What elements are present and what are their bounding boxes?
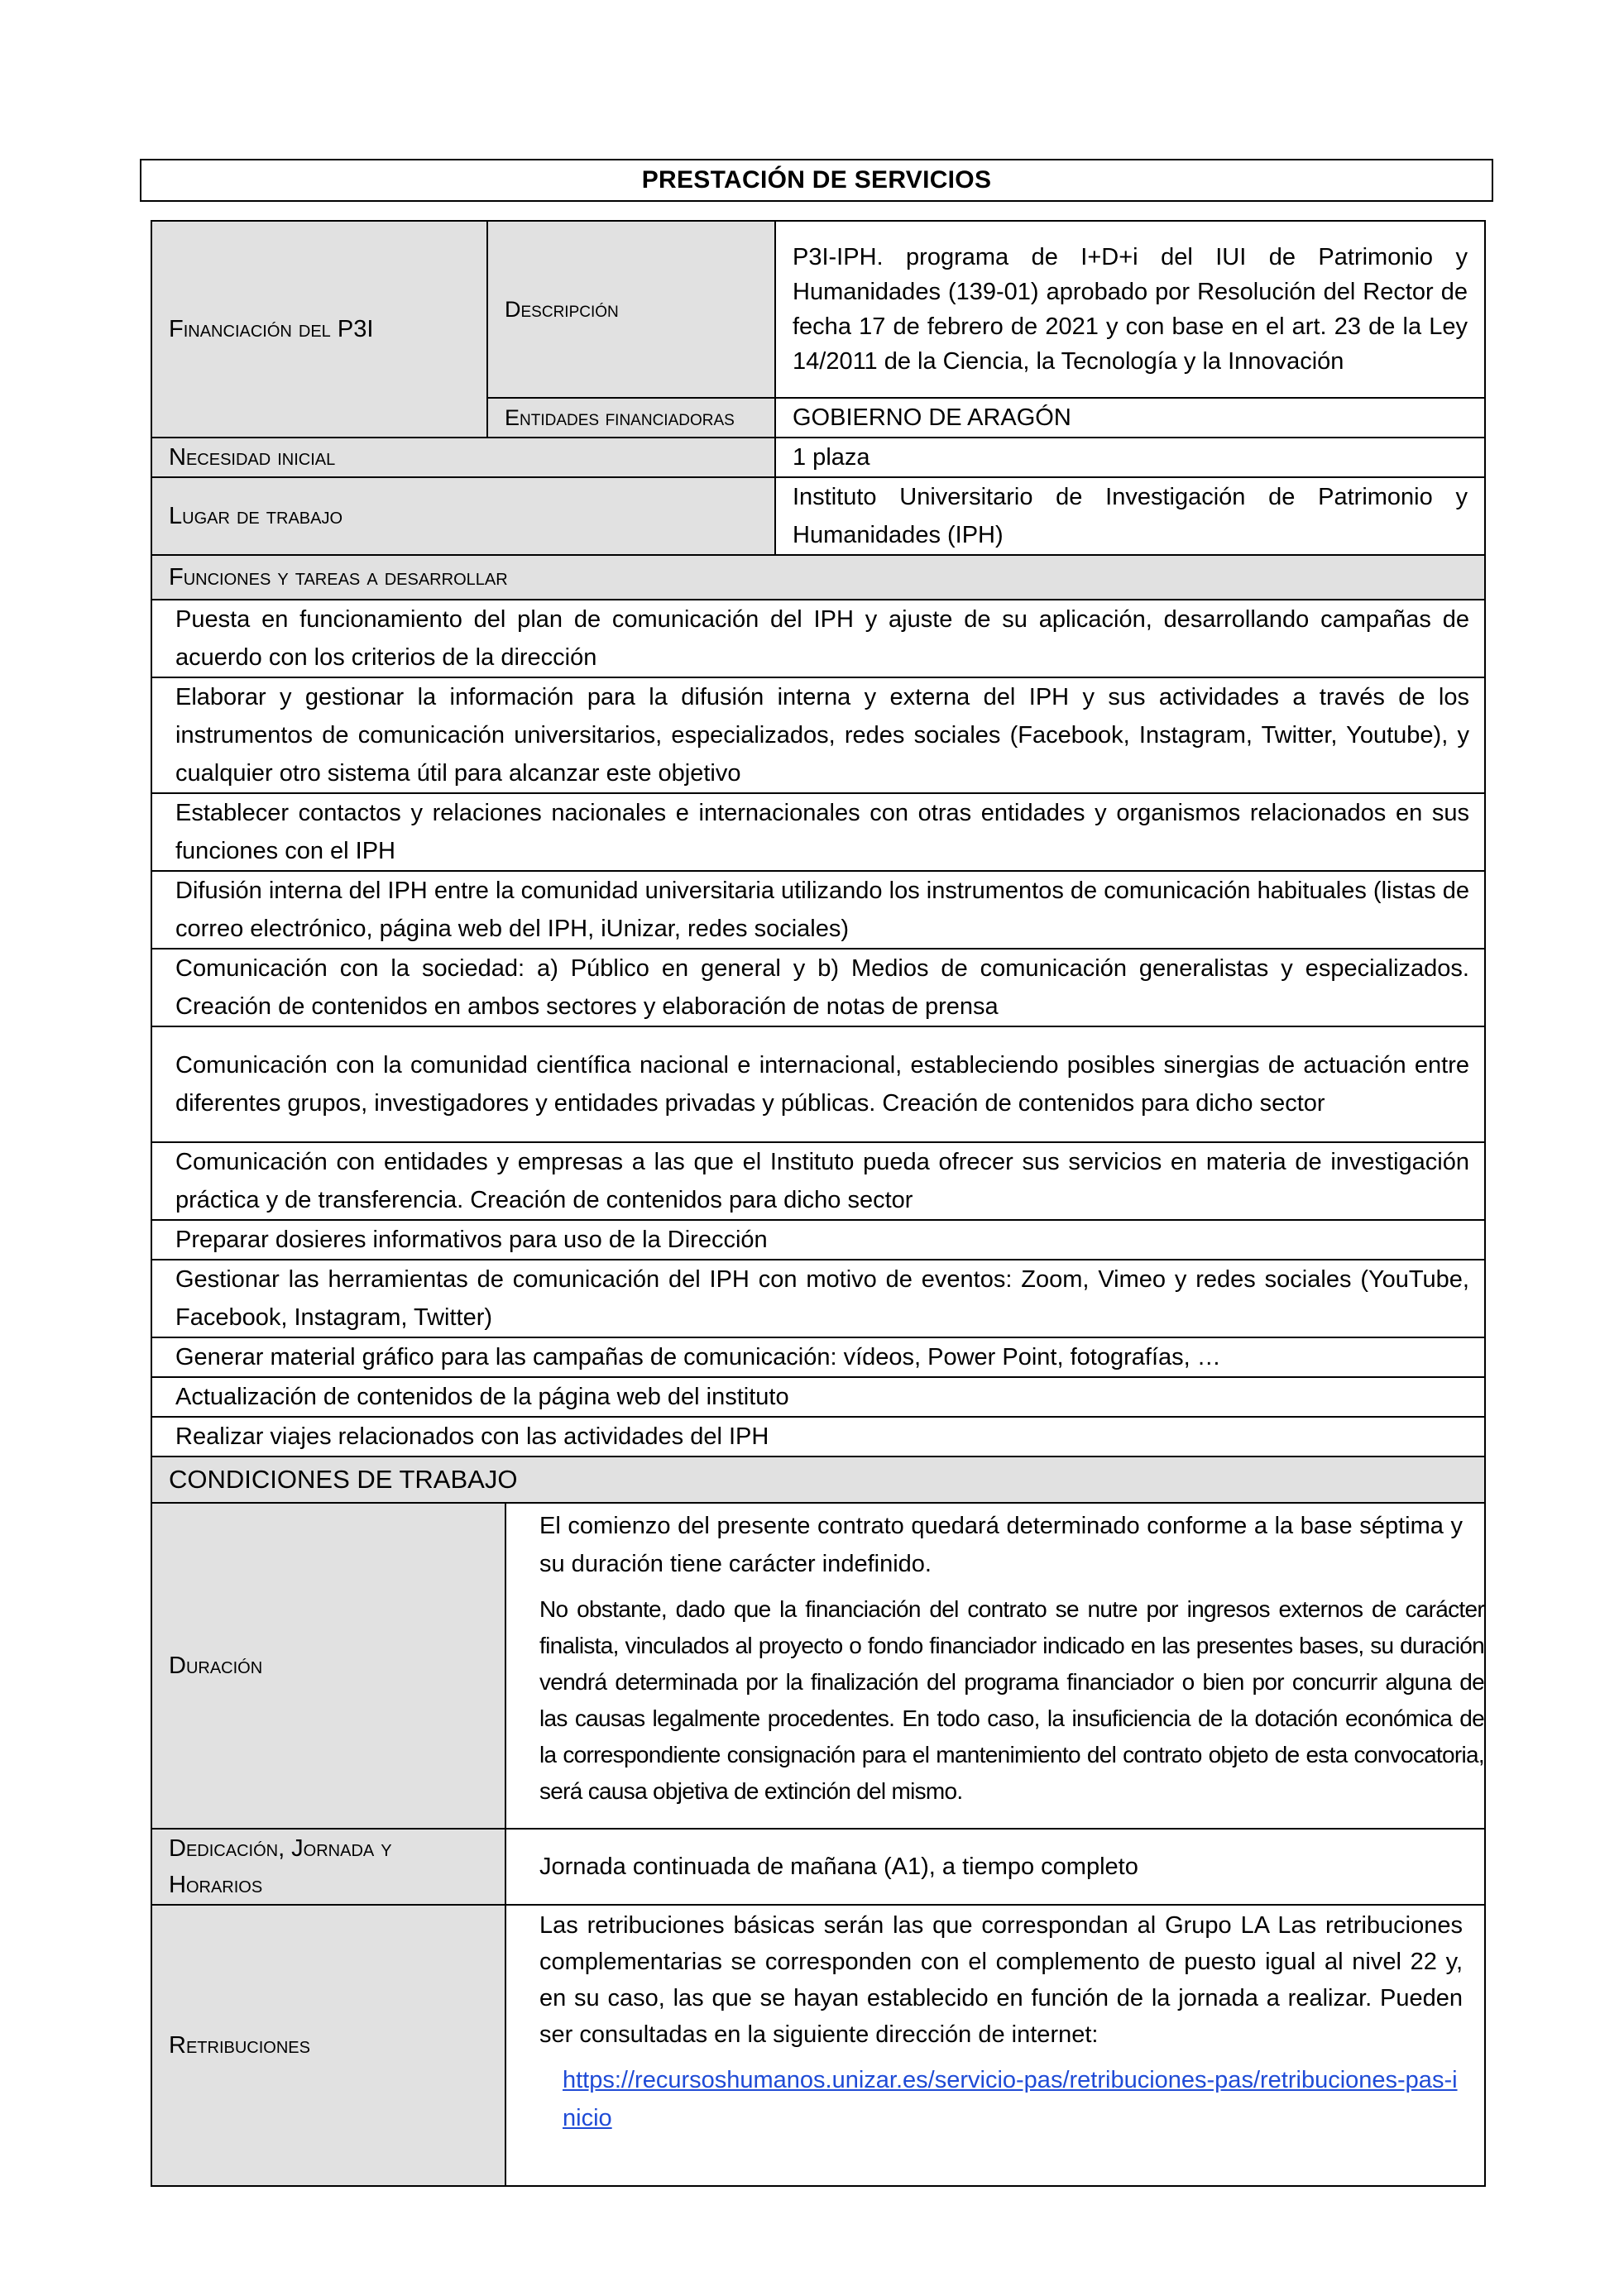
dedicacion-label: Dedicación, Jornada y Horarios xyxy=(151,1829,505,1905)
document-title: PRESTACIÓN DE SERVICIOS xyxy=(140,159,1493,202)
funciones-header-row xyxy=(151,555,1485,600)
funcion-item: Difusión interna del IPH entre la comunidad universitaria utilizando los instrumentos de comunicación habituales (listas de correo electrónico, página web del IPH, iUnizar, redes sociales) xyxy=(151,871,1485,949)
funcion-row xyxy=(151,1026,1485,1142)
duracion-paragraph-1: El comienzo del presente contrato quedará determinado conforme a la base séptima y su duración tiene carácter indefinido. xyxy=(539,1513,1463,1577)
funcion-row xyxy=(151,1142,1485,1220)
retribuciones-cell xyxy=(505,1905,1485,2186)
funciones-label: Funciones y tareas a desarrollar xyxy=(151,555,1485,600)
services-table xyxy=(151,220,1486,2187)
funcion-item: Comunicación con la comunidad científica nacional e internacional, estableciendo posibles sinergias de actuación entre diferentes grupos, investigadores y entidades privadas y públicas. Creación de contenidos para dicho sector xyxy=(151,1026,1485,1142)
retribuciones-row xyxy=(151,1905,1485,2186)
necesidad-label: Necesidad inicial xyxy=(151,438,775,477)
funcion-row xyxy=(151,793,1485,871)
financiacion-row xyxy=(151,221,1485,398)
funcion-row xyxy=(151,1417,1485,1457)
funcion-item: Actualización de contenidos de la página web del instituto xyxy=(151,1377,1485,1417)
funcion-item: Elaborar y gestionar la información para la difusión interna y externa del IPH y sus actividades a través de los instrumentos de comunicación universitarios, especializados, redes sociales (Facebook, Instagram, Twitter, Youtube), y cualquier otro sistema útil para alcanzar este objetivo xyxy=(151,677,1485,793)
lugar-label: Lugar de trabajo xyxy=(151,477,775,555)
retribuciones-label: Retribuciones xyxy=(151,1905,505,2186)
descripcion-value: P3I-IPH. programa de I+D+i del IUI de Patrimonio y Humanidades (139-01) aprobado por Resolución del Rector de fecha 17 de febrero de 2021 y con base en el art. 23 de la Ley 14/2011 de la Ciencia, la Tecnología y la Innovación xyxy=(775,221,1485,398)
dedicacion-value: Jornada continuada de mañana (A1), a tiempo completo xyxy=(505,1829,1485,1905)
retribuciones-link[interactable]: https://recursoshumanos.unizar.es/servicio-pas/retribuciones-pas/retribuciones-pas-inicio xyxy=(563,2067,1458,2131)
funcion-item: Comunicación con entidades y empresas a las que el Instituto pueda ofrecer sus servicios en materia de investigación práctica y de transferencia. Creación de contenidos para dicho sector xyxy=(151,1142,1485,1220)
funcion-row xyxy=(151,871,1485,949)
funcion-row xyxy=(151,600,1485,677)
duracion-row xyxy=(151,1503,1485,1829)
funcion-row xyxy=(151,1260,1485,1337)
funcion-item: Preparar dosieres informativos para uso de la Dirección xyxy=(151,1220,1485,1260)
funcion-item: Comunicación con la sociedad: a) Público en general y b) Medios de comunicación generalistas y especializados. Creación de contenidos en ambos sectores y elaboración de notas de prensa xyxy=(151,949,1485,1026)
descripcion-label: Descripción xyxy=(487,221,775,398)
lugar-value: Instituto Universitario de Investigación de Patrimonio y Humanidades (IPH) xyxy=(775,477,1485,555)
dedicacion-row xyxy=(151,1829,1485,1905)
funcion-item: Generar material gráfico para las campañas de comunicación: vídeos, Power Point, fotografías, … xyxy=(151,1337,1485,1377)
retribuciones-link-wrap xyxy=(539,2061,1463,2137)
funcion-item: Establecer contactos y relaciones nacionales e internacionales con otras entidades y organismos relacionados en sus funciones con el IPH xyxy=(151,793,1485,871)
lugar-row xyxy=(151,477,1485,555)
duracion-cell xyxy=(505,1503,1485,1829)
necesidad-value: 1 plaza xyxy=(775,438,1485,477)
financiacion-label: Financiación del P3I xyxy=(151,221,487,438)
condiciones-label: CONDICIONES DE TRABAJO xyxy=(151,1457,1485,1503)
funcion-row xyxy=(151,949,1485,1026)
funcion-row xyxy=(151,1377,1485,1417)
duracion-label: Duración xyxy=(151,1503,505,1829)
funcion-item: Gestionar las herramientas de comunicación del IPH con motivo de eventos: Zoom, Vimeo y redes sociales (YouTube, Facebook, Instagram, Twitter) xyxy=(151,1260,1485,1337)
funcion-item: Puesta en funcionamiento del plan de comunicación del IPH y ajuste de su aplicación, desarrollando campañas de acuerdo con los criterios de la dirección xyxy=(151,600,1485,677)
funcion-item: Realizar viajes relacionados con las actividades del IPH xyxy=(151,1417,1485,1457)
condiciones-header-row xyxy=(151,1457,1485,1503)
funcion-row xyxy=(151,1337,1485,1377)
duracion-paragraph-2: No obstante, dado que la financiación del contrato se nutre por ingresos externos de carácter finalista, vinculados al proyecto o fondo financiador indicado en las presentes bases, su duración vendrá determinada por la finalización del programa financiador o bien por concurrir alguna de las causas legalmente procedentes. En todo caso, la insuficiencia de la dotación económica de la correspondiente consignación para el mantenimiento del contrato objeto de esta convocatoria, será causa objetiva de extinción del mismo. xyxy=(539,1596,1484,1804)
funcion-row xyxy=(151,1220,1485,1260)
entidades-label: Entidades financiadoras xyxy=(487,398,775,438)
retribuciones-text: Las retribuciones básicas serán las que correspondan al Grupo LA Las retribuciones complementarias se corresponden con el complemento de puesto igual al nivel 22 y, en su caso, las que se hayan establecido en función de la jornada a realizar. Pueden ser consultadas en la siguiente dirección de internet: xyxy=(539,1912,1463,2048)
necesidad-row xyxy=(151,438,1485,477)
entidades-value: GOBIERNO DE ARAGÓN xyxy=(775,398,1485,438)
funcion-row xyxy=(151,677,1485,793)
